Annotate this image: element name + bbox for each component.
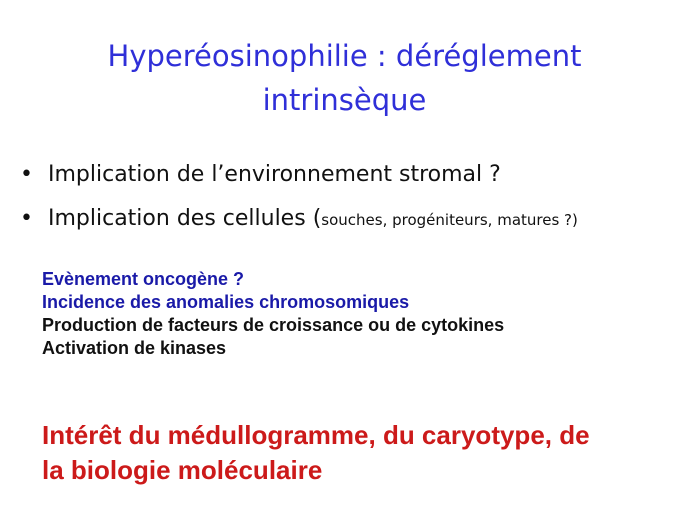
- bullet-item-stromal: [20, 158, 680, 202]
- slide-title-line-2: intrinsèque: [262, 83, 427, 117]
- bullet-dot-icon: •: [20, 162, 33, 187]
- bullet-paren-open: (: [312, 206, 322, 231]
- bullet-text: Implication des cellules: [48, 206, 313, 231]
- bullet-text: Implication de l’environnement stromal ?: [48, 162, 501, 187]
- slide-title-line-1: Hyperéosinophilie : déréglement: [107, 39, 582, 73]
- conclusion-line-2: la biologie moléculaire: [42, 455, 323, 485]
- bullet-dot-icon: •: [20, 206, 33, 231]
- conclusion: [42, 418, 590, 488]
- conclusion-line-1: Intérêt du médullogramme, du caryotype, de: [42, 420, 590, 450]
- bullet-paren-close: ): [572, 211, 578, 229]
- mechanism-chromosomal-anomalies: Incidence des anomalies chromosomiques: [42, 292, 410, 312]
- slide-title: [0, 34, 689, 122]
- bullet-item-cellules: [20, 202, 680, 246]
- bullet-list: [20, 158, 680, 246]
- bullet-detail: souches, progéniteurs, matures ?: [321, 211, 573, 229]
- mechanism-list: [42, 268, 504, 360]
- mechanism-kinases: Activation de kinases: [42, 338, 227, 358]
- mechanism-oncogene: Evènement oncogène ?: [42, 269, 245, 289]
- mechanism-growth-factors: Production de facteurs de croissance ou de cytokines: [42, 315, 505, 335]
